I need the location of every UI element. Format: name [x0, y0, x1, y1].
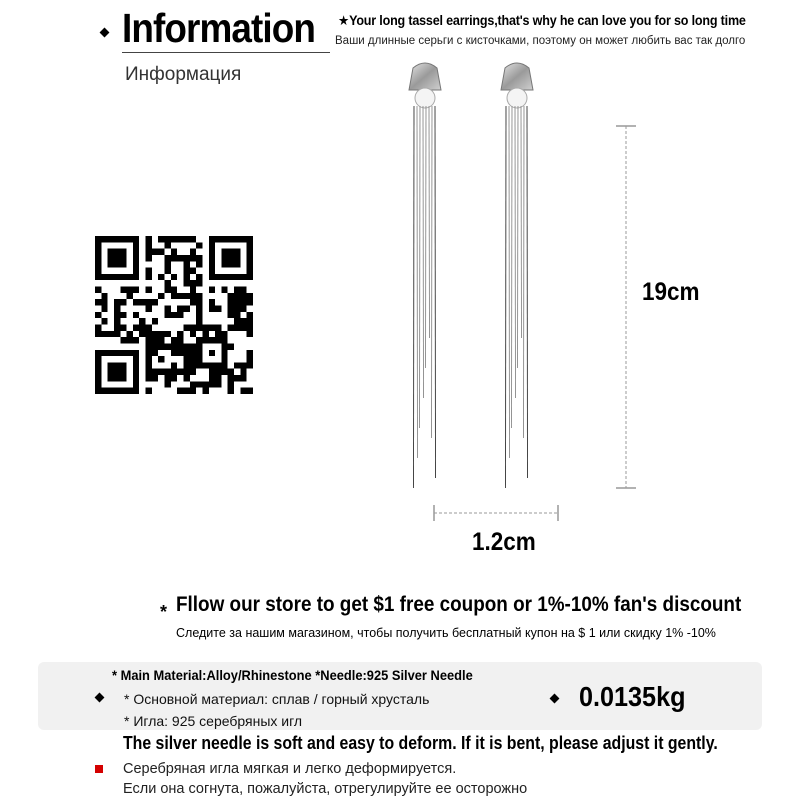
page-title-ru: Информация	[125, 64, 242, 85]
follow-text-ru: Следите за нашим магазином, чтобы получить бесплатный купон на $ 1 или скидку 1% -10%	[176, 626, 716, 640]
weight-value: 0.0135kg	[579, 681, 686, 712]
tagline-en: ★Your long tassel earrings,that's why he can love you for so long time	[338, 13, 746, 28]
title-divider	[122, 52, 330, 53]
material-ru: * Основной материал: сплав / горный хрусталь	[124, 691, 430, 707]
notice-en: The silver needle is soft and easy to deform. If it is bent, please adjust it gently.	[123, 733, 718, 753]
needle-ru: * Игла: 925 серебряных игл	[124, 713, 303, 729]
right-earring	[501, 63, 533, 488]
tagline-ru: Ваши длинные серьги с кисточками, поэтому он может любить вас так долго	[335, 35, 746, 47]
notice-ru-line1: Серебряная игла мягкая и легко деформируется.	[123, 761, 457, 777]
notice-ru-line2: Если она согнута, пожалуйста, отрегулируйте ее осторожно	[123, 781, 528, 797]
width-label: 1.2cm	[472, 528, 536, 556]
qr-code	[95, 236, 253, 394]
material-en: * Main Material:Alloy/Rhinestone *Needle:925 Silver Needle	[112, 667, 473, 683]
width-dimension-line	[432, 503, 560, 523]
page-title: Information	[122, 5, 316, 51]
header-bullet	[100, 28, 110, 38]
notice-bullet	[95, 765, 103, 773]
follow-star: *	[160, 602, 168, 622]
left-earring	[409, 63, 441, 488]
earrings-image	[395, 58, 565, 498]
follow-text-en: Fllow our store to get $1 free coupon or 1%-10% fan's discount	[176, 593, 742, 616]
height-label: 19cm	[642, 278, 700, 306]
height-dimension-line	[614, 124, 638, 490]
